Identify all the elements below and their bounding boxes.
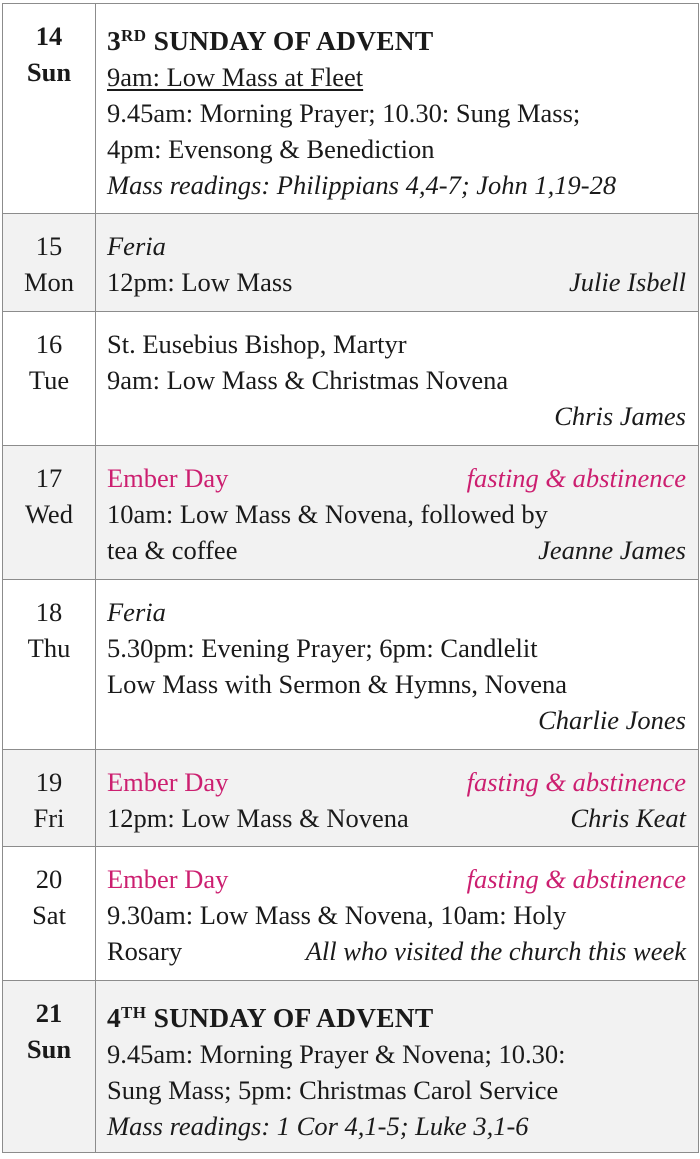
day-row-21 [3,981,699,1153]
mass-intention: All who visited the church this week [305,936,686,966]
mass-time: 9am: Low Mass & Christmas Novena [107,365,509,395]
day-of-week: Wed [25,499,73,529]
fasting-note: fasting & abstinence [466,864,686,894]
mass-time: 9.30am: Low Mass & Novena, 10am: Holy [107,900,567,930]
day-details [96,312,699,446]
day-number: 17 [35,463,63,493]
ember-day-title: Ember Day [107,864,229,894]
day-details [96,981,699,1153]
date-cell [3,750,96,847]
date-cell [3,214,96,312]
day-of-week: Thu [27,633,71,663]
mass-time-cont: Low Mass with Sermon & Hymns, Novena [107,669,568,699]
ember-day-title: Ember Day [107,767,229,797]
mass-time-cont: tea & coffee [107,535,238,565]
day-number: 15 [35,231,63,261]
feast-title: St. Eusebius Bishop, Martyr [107,329,407,359]
mass-time-cont: Rosary [107,936,183,966]
date-cell [3,4,96,214]
mass-intention: Jeanne James [538,535,686,565]
sunday-heading: 4TH SUNDAY OF ADVENT [107,1002,434,1033]
day-details [96,214,699,312]
day-details [96,847,699,981]
day-of-week: Sun [26,1034,72,1064]
day-row-17 [3,446,699,580]
day-number: 18 [35,597,63,627]
day-number: 19 [35,767,63,797]
date-cell [3,847,96,981]
service-line: 9.45am: Morning Prayer & Novena; 10.30: [107,1039,566,1069]
fleet-mass-line: 9am: Low Mass at Fleet [107,62,364,92]
mass-intention: Charlie Jones [538,705,686,735]
mass-readings: Mass readings: Philippians 4,4-7; John 1,19-28 [107,170,617,200]
date-cell [3,981,96,1153]
day-of-week: Tue [28,365,70,395]
weekly-schedule-table [2,3,699,1153]
mass-time: 12pm: Low Mass & Novena [107,803,409,833]
mass-intention: Chris James [554,401,686,431]
day-number: 14 [35,21,63,51]
mass-time: 12pm: Low Mass [107,267,293,297]
day-details [96,4,699,214]
day-row-19 [3,750,699,847]
day-number: 16 [35,329,63,359]
mass-readings: Mass readings: 1 Cor 4,1-5; Luke 3,1-6 [107,1111,529,1141]
day-of-week: Fri [33,803,65,833]
day-row-16 [3,312,699,446]
day-of-week: Sun [26,57,72,87]
day-number: 20 [35,864,63,894]
mass-intention: Julie Isbell [569,267,686,297]
fasting-note: fasting & abstinence [466,767,686,797]
day-details [96,750,699,847]
service-line: Sung Mass; 5pm: Christmas Carol Service [107,1075,559,1105]
feast-title: Feria [107,231,166,261]
date-cell [3,446,96,580]
day-of-week: Sat [32,900,66,930]
date-cell [3,312,96,446]
day-row-20 [3,847,699,981]
feast-title: Feria [107,597,166,627]
mass-time: 10am: Low Mass & Novena, followed by [107,499,548,529]
day-row-14 [3,4,699,214]
ember-day-title: Ember Day [107,463,229,493]
day-number: 21 [35,998,63,1028]
service-line: 9.45am: Morning Prayer; 10.30: Sung Mass; [107,98,581,128]
day-details [96,580,699,750]
day-row-18 [3,580,699,750]
day-row-15 [3,214,699,312]
date-cell [3,580,96,750]
day-details [96,446,699,580]
service-line: 4pm: Evensong & Benediction [107,134,435,164]
mass-intention: Chris Keat [570,803,686,833]
day-of-week: Mon [23,267,75,297]
mass-time: 5.30pm: Evening Prayer; 6pm: Candlelit [107,633,538,663]
fasting-note: fasting & abstinence [466,463,686,493]
sunday-heading: 3RD SUNDAY OF ADVENT [107,25,434,56]
